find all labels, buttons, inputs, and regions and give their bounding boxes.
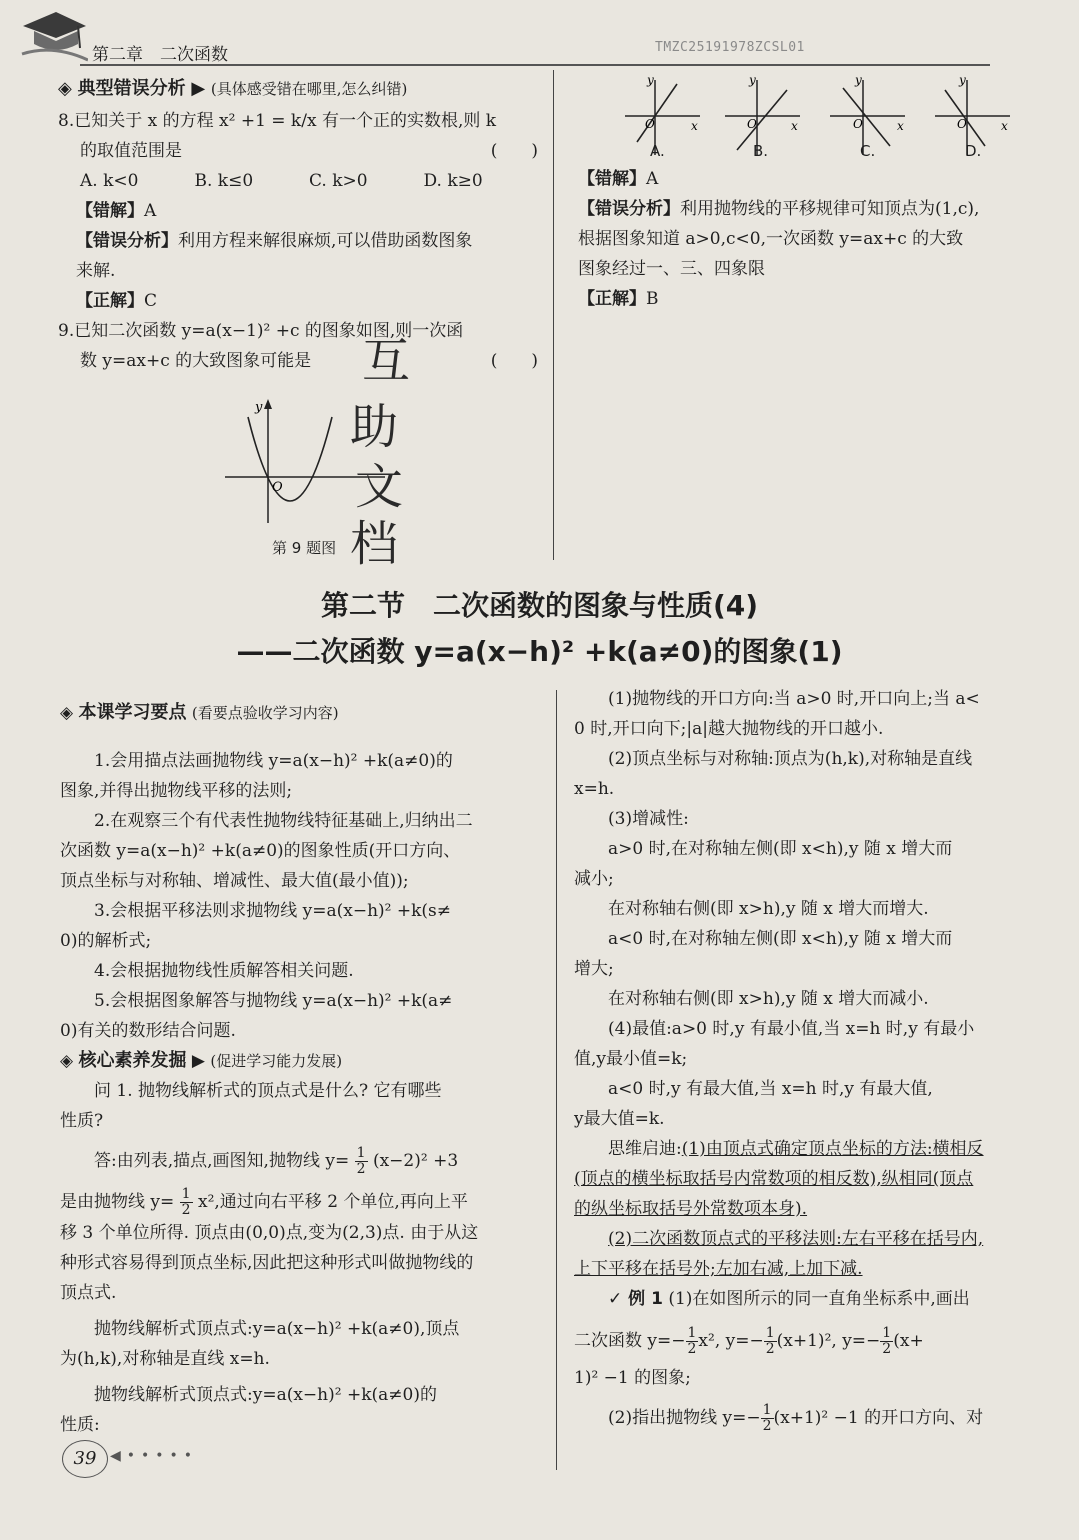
point-5: 5.会根据图象解答与抛物线 y=a(x−h)² +k(a≠ bbox=[94, 991, 453, 1011]
fraction-half: $\frac{1}{2}$ bbox=[687, 1325, 697, 1357]
answer-text: (x−2)² +3 bbox=[372, 1151, 459, 1171]
q9-figure-caption: 第 9 题图 bbox=[272, 539, 337, 557]
answer-text: x²,通过向右平移 2 个单位,再向上平 bbox=[198, 1192, 468, 1212]
vertex-form-1: 抛物线解析式顶点式:y=a(x−h)² +k(a≠0),顶点 bbox=[94, 1319, 460, 1339]
c-y-label: y bbox=[855, 73, 862, 87]
fig-y-label: y bbox=[255, 400, 263, 415]
analysis-text-3: 图象经过一、三、四象限 bbox=[578, 259, 765, 279]
fraction-half: $\frac{1}{2}$ bbox=[762, 1402, 772, 1434]
wrong-answer: A bbox=[144, 201, 157, 221]
right-answer: C bbox=[144, 291, 158, 311]
left-top-column bbox=[58, 74, 538, 376]
property-4b-cont: y最大值=k. bbox=[574, 1109, 665, 1129]
a-x-label: x bbox=[691, 119, 698, 133]
point-3-cont: 0)的解析式; bbox=[60, 931, 152, 951]
property-3a-cont: 减小; bbox=[574, 869, 614, 889]
point-2-cont-2: 顶点坐标与对称轴、增减性、最大值(最小值)); bbox=[60, 871, 409, 891]
q9-line1: 9.已知二次函数 y=a(x−1)² +c 的图象如图,则一次函 bbox=[58, 321, 464, 341]
handwriting-char-4: 档 bbox=[350, 516, 399, 572]
c-x-label: x bbox=[897, 119, 904, 133]
q8-wrong bbox=[58, 196, 538, 226]
fraction-half: $\frac{1}{2}$ bbox=[765, 1325, 775, 1357]
handwriting-char-1: 互 bbox=[362, 333, 411, 389]
handwriting-char-2: 助 bbox=[350, 399, 399, 455]
section-title: 本课学习要点 bbox=[78, 702, 187, 723]
q8-line2 bbox=[58, 136, 538, 166]
tip-2-cont: 上下平移在括号外;左加右减,上加下减. bbox=[574, 1259, 863, 1279]
right-tag: 【正解】 bbox=[578, 289, 646, 309]
b-x-label: x bbox=[791, 119, 798, 133]
property-2-cont: x=h. bbox=[574, 779, 615, 799]
property-3c: a<0 时,在对称轴左侧(即 x<h),y 随 x 增大而 bbox=[608, 929, 953, 949]
property-1-cont: 0 时,开口向下;|a|越大抛物线的开口越小. bbox=[574, 719, 884, 739]
q9-line2 bbox=[58, 346, 538, 376]
footer-dots: ◀••••• bbox=[110, 1448, 199, 1464]
example-text: (1)在如图所示的同一直角坐标系中,画出 bbox=[668, 1289, 970, 1309]
point-3: 3.会根据平移法则求抛物线 y=a(x−h)² +k(s≠ bbox=[94, 901, 452, 921]
point-2: 2.在观察三个有代表性抛物线特征基础上,归纳出二 bbox=[94, 811, 473, 831]
q9-right bbox=[578, 284, 1048, 314]
b-origin-label: O bbox=[747, 117, 757, 131]
analysis-text-2: 来解. bbox=[76, 261, 116, 281]
tip-text-3: 的纵坐标取括号外常数项本身). bbox=[574, 1199, 808, 1219]
tip-label: 思维启迪: bbox=[608, 1139, 682, 1159]
example-1 bbox=[574, 1284, 1052, 1314]
right-tag: 【正解】 bbox=[76, 291, 144, 311]
property-4-cont: 值,y最小值=k; bbox=[574, 1049, 688, 1069]
analysis-text: 利用方程来解很麻烦,可以借助函数图象 bbox=[178, 231, 473, 251]
q8-choices bbox=[58, 166, 538, 196]
q8-line1: 8.已知关于 x 的方程 x² +1 = k/x 有一个正的实数根,则 k bbox=[58, 111, 497, 131]
property-3d: 在对称轴右侧(即 x>h),y 随 x 增大而减小. bbox=[608, 989, 929, 1009]
left-bottom-column bbox=[60, 698, 542, 1440]
option-d-label: D. bbox=[965, 142, 982, 160]
property-3c-cont: 增大; bbox=[574, 959, 614, 979]
q9-wrong bbox=[578, 164, 1048, 194]
core-literacy-heading bbox=[60, 1046, 542, 1076]
wrong-tag: 【错解】 bbox=[578, 169, 646, 189]
answer-line-3: 移 3 个单位所得. 顶点由(0,0)点,变为(2,3)点. 由于从这 bbox=[60, 1223, 479, 1243]
handwriting-char-3: 文 bbox=[355, 459, 404, 515]
vertex-form-2: 抛物线解析式顶点式:y=a(x−h)² +k(a≠0)的 bbox=[94, 1385, 437, 1405]
fig-origin-label: O bbox=[272, 480, 283, 495]
graduation-cap-icon bbox=[18, 4, 88, 64]
q8-stem-end: 的取值范围是 bbox=[80, 141, 182, 161]
example-tag: ✓ 例 1 bbox=[608, 1289, 663, 1309]
page-header bbox=[0, 0, 1079, 70]
q8-choice-a: A. k<0 bbox=[80, 171, 139, 191]
right-top-column bbox=[578, 164, 1048, 314]
section-note: (看要点验收学习内容) bbox=[191, 704, 339, 722]
property-4: (4)最值:a>0 时,y 有最小值,当 x=h 时,y 有最小 bbox=[608, 1019, 975, 1039]
q8-answer-paren: ( ) bbox=[490, 141, 538, 161]
column-divider-bottom bbox=[556, 690, 557, 1470]
y-axis-arrow-icon bbox=[264, 399, 272, 409]
section-note: (促进学习能力发展) bbox=[210, 1052, 343, 1070]
header-code: TMZC25191978ZCSL01 bbox=[655, 40, 805, 55]
option-a-label: A. bbox=[650, 142, 665, 160]
vertex-form-1-cont: 为(h,k),对称轴是直线 x=h. bbox=[60, 1349, 270, 1369]
q8-analysis bbox=[58, 226, 538, 256]
question-1: 问 1. 抛物线解析式的顶点式是什么? 它有哪些 bbox=[94, 1081, 442, 1101]
d-origin-label: O bbox=[957, 117, 967, 131]
q8-choice-d: D. k≥0 bbox=[423, 171, 483, 191]
chapter-title: 第二章 二次函数 bbox=[92, 45, 228, 65]
q8-choice-b: B. k≤0 bbox=[194, 171, 254, 191]
answer-text: 答:由列表,描点,画图知,抛物线 y= bbox=[94, 1151, 350, 1171]
q8-choice-c: C. k>0 bbox=[309, 171, 368, 191]
linear-options-figures bbox=[615, 70, 1025, 165]
column-divider-top bbox=[553, 70, 554, 560]
analysis-tag: 【错误分析】 bbox=[76, 231, 178, 251]
b-y-label: y bbox=[749, 73, 756, 87]
error-analysis-heading bbox=[58, 74, 538, 104]
point-5-cont: 0)有关的数形结合问题. bbox=[60, 1021, 236, 1041]
section-bullet-icon: ◈ bbox=[58, 78, 78, 99]
section-title-line2: ——二次函数 y=a(x−h)² +k(a≠0)的图象(1) bbox=[236, 635, 843, 668]
thinking-tip-1 bbox=[574, 1134, 1052, 1164]
arrow-icon: ▶ bbox=[191, 1051, 205, 1071]
q9-answer-paren: ( ) bbox=[490, 351, 538, 371]
point-1-cont: 图象,并得出抛物线平移的法则; bbox=[60, 781, 293, 801]
option-c-label: C. bbox=[860, 142, 876, 160]
section-title-line1: 第二节 二次函数的图象与性质(4) bbox=[320, 589, 759, 622]
property-2: (2)顶点坐标与对称轴:顶点为(h,k),对称轴是直线 bbox=[608, 749, 973, 769]
fraction-half: $\frac{1}{2}$ bbox=[356, 1145, 366, 1177]
d-x-label: x bbox=[1001, 119, 1008, 133]
example-functions: 二次函数 y=− $\frac{1}{2}$ x², y=− $\frac{1}{2}$ (x+1)², y=− $\frac{1}{2}$ (x+ bbox=[574, 1325, 924, 1357]
answer-line-4: 种形式容易得到顶点坐标,因此把这种形式叫做抛物线的 bbox=[60, 1253, 474, 1273]
section-note: (具体感受错在哪里,怎么纠错) bbox=[210, 80, 408, 98]
learning-points-heading bbox=[60, 698, 542, 728]
section-title: 核心素养发掘 bbox=[78, 1050, 187, 1071]
header-rule bbox=[80, 64, 990, 66]
point-1: 1.会用描点法画抛物线 y=a(x−h)² +k(a≠0)的 bbox=[94, 751, 453, 771]
right-bottom-column bbox=[574, 684, 1052, 1434]
wrong-answer: A bbox=[646, 169, 659, 189]
q9-stem-end: 数 y=ax+c 的大致图象可能是 bbox=[80, 351, 312, 371]
section-title: 典型错误分析 bbox=[77, 78, 186, 99]
parabola-curve bbox=[248, 417, 332, 501]
section-bullet-icon: ◈ bbox=[60, 1051, 79, 1071]
answer-line-5: 顶点式. bbox=[60, 1283, 117, 1303]
answer-line-1 bbox=[60, 1146, 542, 1177]
property-3: (3)增减性: bbox=[608, 809, 689, 829]
point-2-cont: 次函数 y=a(x−h)² +k(a≠0)的图象性质(开口方向、 bbox=[60, 841, 461, 861]
tip-2: (2)二次函数顶点式的平移法则:左右平移在括号内, bbox=[608, 1229, 984, 1249]
tip-text: (1)由顶点式确定顶点坐标的方法:横相反 bbox=[681, 1139, 984, 1159]
arrow-icon: ▶ bbox=[191, 78, 206, 99]
point-4: 4.会根据抛物线性质解答相关问题. bbox=[94, 961, 354, 981]
property-1: (1)抛物线的开口方向:当 a>0 时,开口向上;当 a< bbox=[608, 689, 980, 709]
q9-analysis bbox=[578, 194, 1048, 224]
property-4b: a<0 时,y 有最大值,当 x=h 时,y 有最大值, bbox=[608, 1079, 933, 1099]
fraction-half: $\frac{1}{2}$ bbox=[882, 1325, 892, 1357]
d-y-label: y bbox=[959, 73, 966, 87]
property-3a: a>0 时,在对称轴左侧(即 x<h),y 随 x 增大而 bbox=[608, 839, 953, 859]
analysis-text: 利用抛物线的平移规律可知顶点为(1,c), bbox=[680, 199, 980, 219]
section-bullet-icon: ◈ bbox=[60, 703, 79, 723]
a-y-label: y bbox=[647, 73, 654, 87]
example-part-2: (2)指出抛物线 y=− $\frac{1}{2}$ (x+1)² −1 的开口方向、对 bbox=[608, 1402, 984, 1434]
example-functions-cont: 1)² −1 的图象; bbox=[574, 1368, 691, 1388]
analysis-tag: 【错误分析】 bbox=[578, 199, 680, 219]
answer-text: 是由抛物线 y= bbox=[60, 1192, 175, 1212]
property-3b: 在对称轴右侧(即 x>h),y 随 x 增大而增大. bbox=[608, 899, 929, 919]
analysis-text-2: 根据图象知道 a>0,c<0,一次函数 y=ax+c 的大致 bbox=[578, 229, 964, 249]
q8-right bbox=[58, 286, 538, 316]
question-1-cont: 性质? bbox=[60, 1111, 104, 1131]
page-number: 39 bbox=[62, 1440, 108, 1478]
wrong-tag: 【错解】 bbox=[76, 201, 144, 221]
vertex-form-2-cont: 性质: bbox=[60, 1415, 100, 1435]
right-answer: B bbox=[646, 289, 659, 309]
c-origin-label: O bbox=[853, 117, 863, 131]
fraction-half: $\frac{1}{2}$ bbox=[181, 1186, 191, 1218]
tip-text-2: (顶点的横坐标取括号内常数项的相反数),纵相同(顶点 bbox=[574, 1169, 974, 1189]
answer-line-2 bbox=[60, 1187, 542, 1218]
option-b-label: B. bbox=[753, 142, 769, 160]
a-origin-label: O bbox=[645, 117, 655, 131]
